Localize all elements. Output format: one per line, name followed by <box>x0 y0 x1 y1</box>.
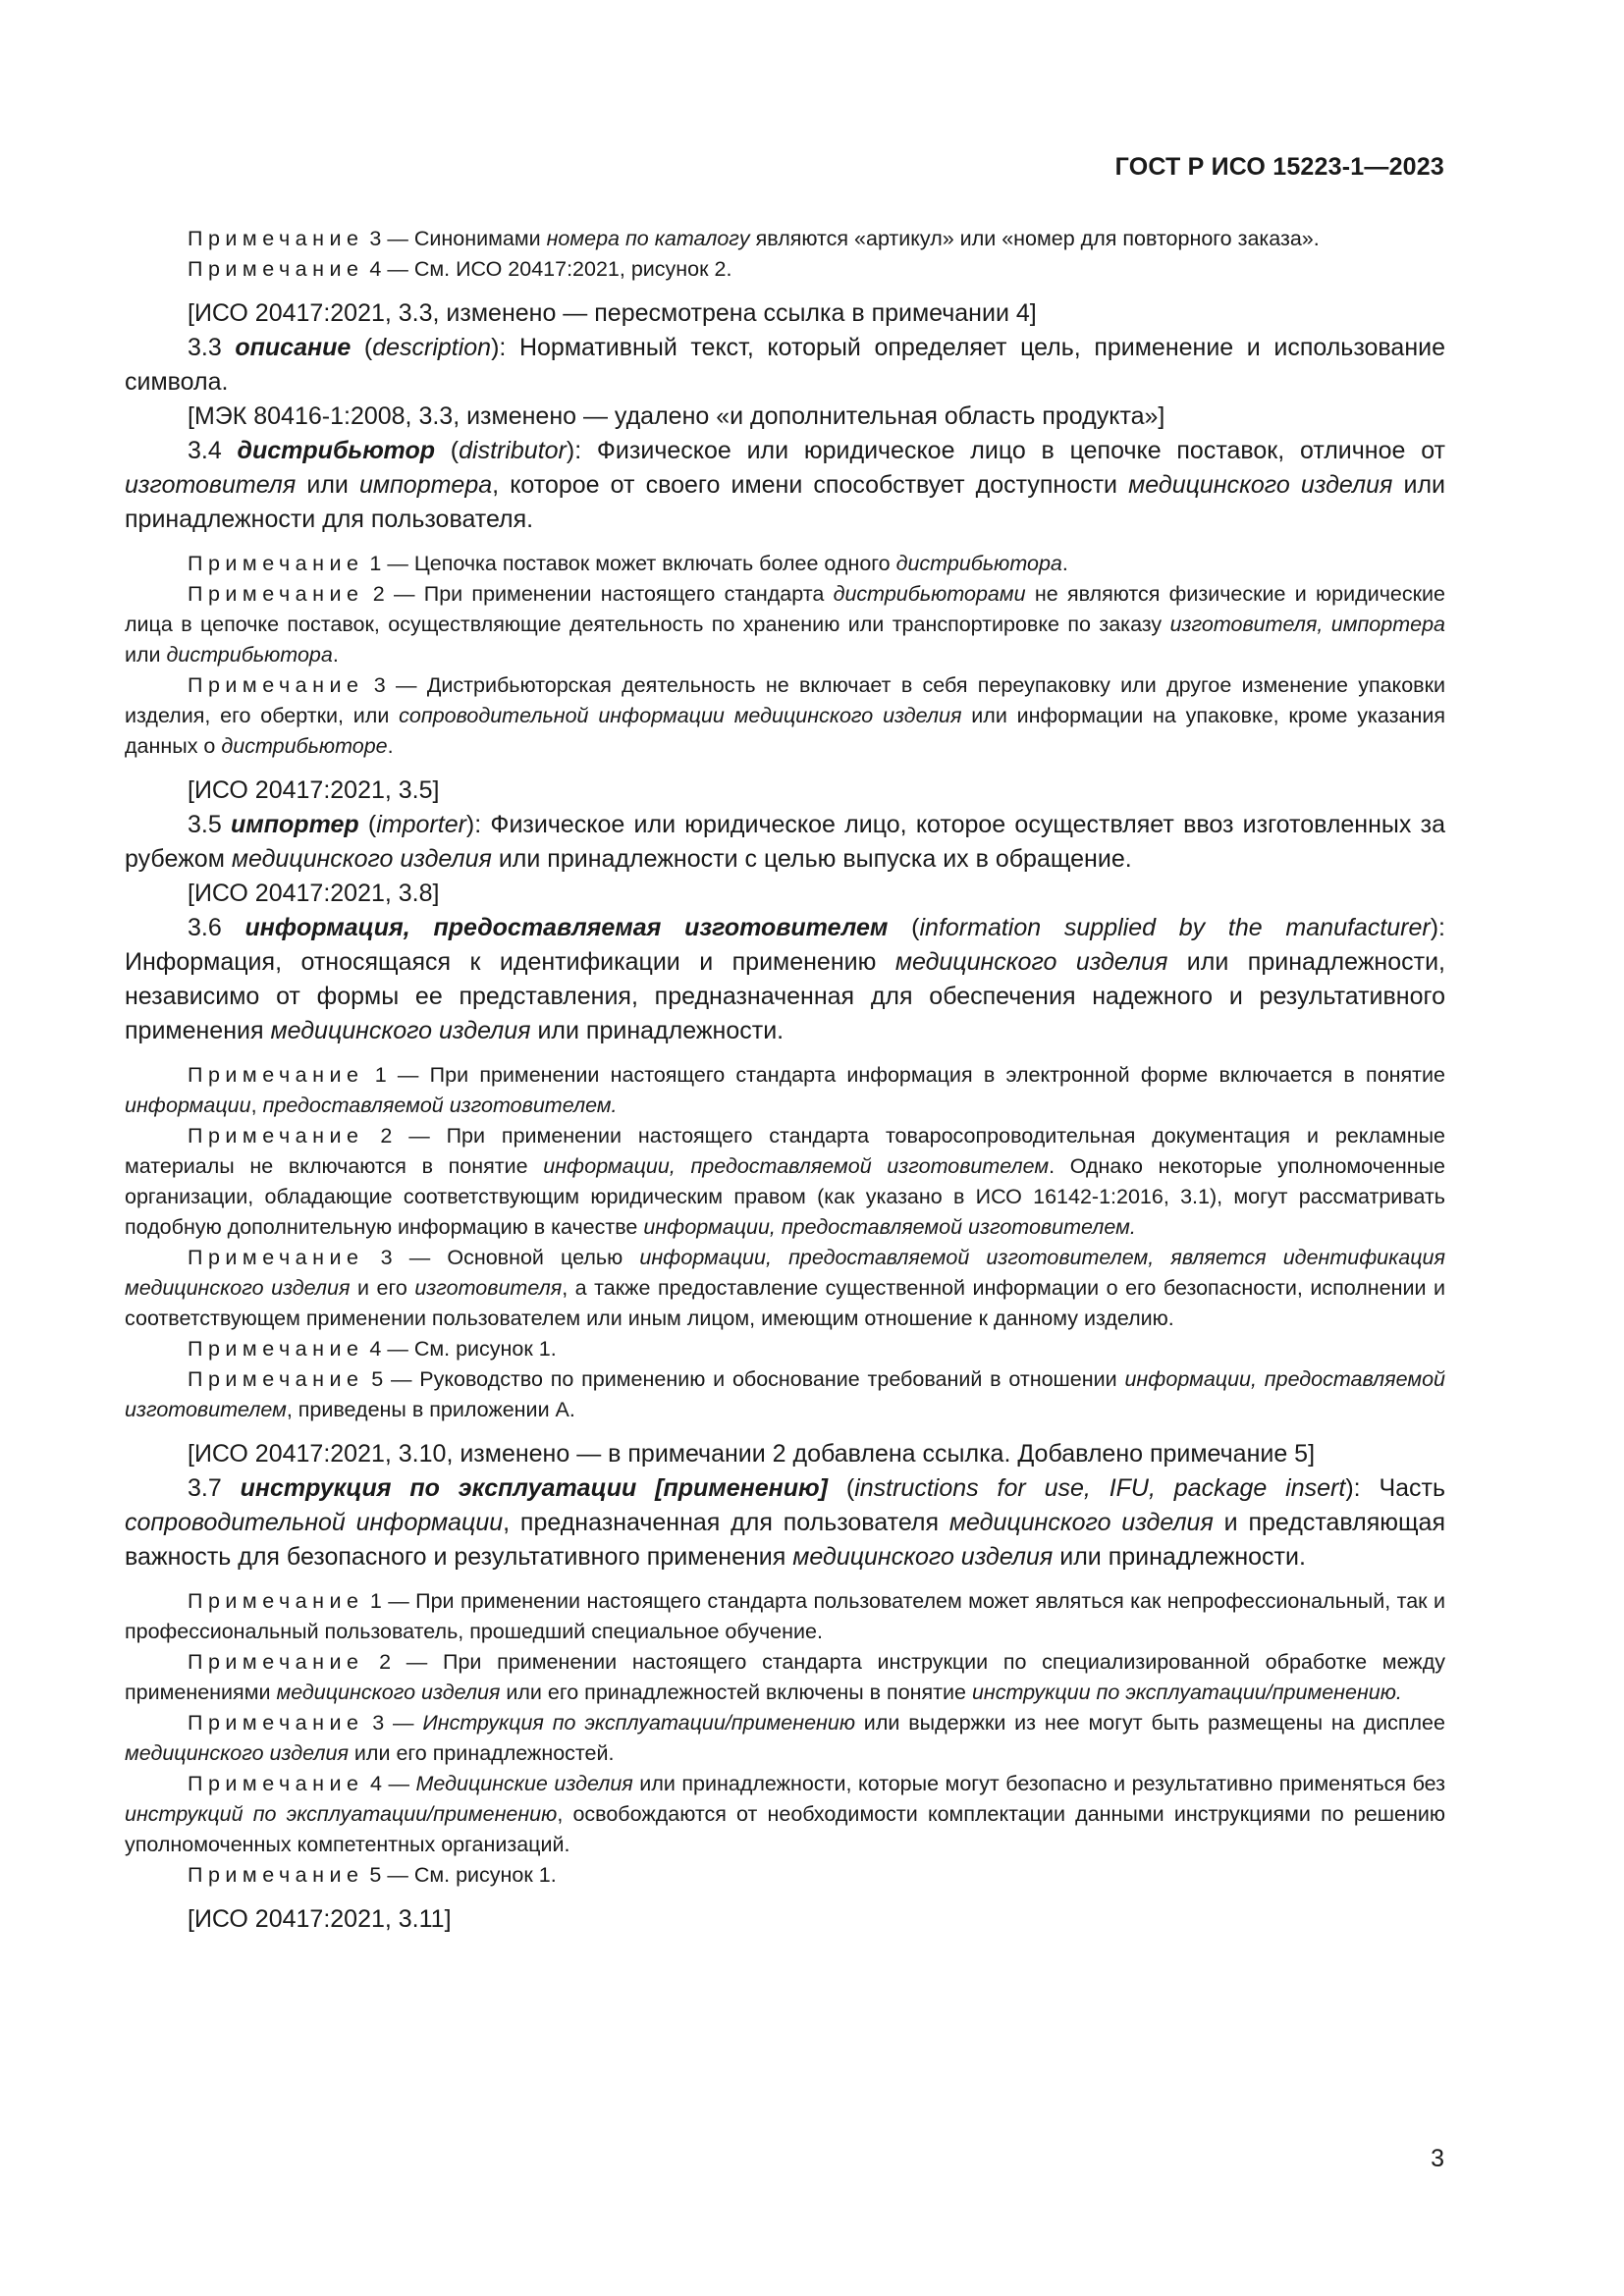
note-paragraph <box>125 1334 1445 1364</box>
text-run: или принадлежности, независимо от формы ее представления, предназначенная для обеспечения надежного и результативного применения <box>125 948 1445 1044</box>
note-label: Примечание <box>188 1124 364 1148</box>
text-run: . Однако некоторые уполномоченные организации, обладающие соответствующим юридическим правом (как указано в ИСО 16142-1:2016, 3.1), могут рассматривать подобную дополнительную информацию в качестве <box>125 1154 1445 1239</box>
text-run: или <box>125 643 167 667</box>
text-run: ( <box>435 437 460 464</box>
text-run: , приведены в приложении А. <box>286 1398 575 1421</box>
text-run: ): Информация, относящаяся к идентификации и применению <box>125 914 1446 976</box>
defined-term: информация, предоставляемая изготовителем <box>244 914 889 941</box>
text-run: . <box>332 643 339 667</box>
italic-text: сопроводительной информации медицинского изделия <box>399 704 962 727</box>
text-run: или информации на упаковке, кроме указания данных о <box>125 704 1445 758</box>
defined-term: импортер <box>231 811 359 838</box>
italic-text: медицинского изделия <box>270 1017 531 1044</box>
note-label: Примечание <box>188 1337 364 1361</box>
italic-text: медицинского изделия <box>792 1543 1054 1571</box>
text-run: ): Физическое или юридическое лицо, которое осуществляет ввоз изготовленных за рубежом <box>125 811 1445 873</box>
italic-text: изготовителя, импортера <box>1169 613 1446 636</box>
text-run: 4 — См. рисунок 1. <box>363 1337 557 1361</box>
body-paragraph <box>125 331 1445 400</box>
note-paragraph <box>125 1121 1445 1243</box>
text-run: и его <box>350 1276 415 1300</box>
text-run: не являются физические и юридические лица в цепочке поставок, осуществляющие деятельность по хранению или транспортировке по заказу <box>125 582 1445 636</box>
text-run: [ИСО 20417:2021, 3.10, изменено — в примечании 2 добавлена ссылка. Добавлено примечание 5] <box>188 1440 1316 1468</box>
italic-text: importer <box>376 811 466 838</box>
note-label: Примечание <box>188 552 364 575</box>
note-label: Примечание <box>188 1650 364 1674</box>
italic-text: информации, предоставляемой изготовителем <box>125 1367 1445 1421</box>
text-run: , <box>250 1094 263 1117</box>
text-run: 1 — При применении настоящего стандарта пользователем может являться как непрофессиональный, так и профессиональный пользователь, прошедший специальное обучение. <box>125 1589 1445 1643</box>
text-run: 3 — Синонимами <box>363 227 547 250</box>
text-run: [МЭК 80416-1:2008, 3.3, изменено — удалено «и дополнительная область продукта»] <box>188 402 1165 430</box>
text-run: 3.7 <box>188 1474 241 1502</box>
text-run: 3.5 <box>188 811 231 838</box>
body-paragraph <box>125 774 1445 808</box>
text-run: или <box>296 471 359 499</box>
text-run: 5 — Руководство по применению и обоснование требований в отношении <box>363 1367 1125 1391</box>
italic-text: дистрибьютора <box>895 552 1062 575</box>
text-run: [ИСО 20417:2021, 3.5] <box>188 776 440 804</box>
italic-text: номера по каталогу <box>546 227 750 250</box>
text-run: , освобождаются от необходимости комплектации данными инструкциями по решению уполномоченных компетентных организаций. <box>125 1802 1445 1856</box>
body-paragraph <box>125 877 1445 911</box>
note-label: Примечание <box>188 227 364 250</box>
italic-text: импортера <box>358 471 493 499</box>
text-run: 3.4 <box>188 437 238 464</box>
note-paragraph <box>125 1708 1445 1769</box>
text-run: 1 — При применении настоящего стандарта информация в электронной форме включается в понятие <box>363 1063 1445 1087</box>
note-label: Примечание <box>188 1246 364 1269</box>
text-run: 4 — См. ИСО 20417:2021, рисунок 2. <box>363 257 732 281</box>
text-run: 3 — <box>363 1711 423 1735</box>
text-run: [ИСО 20417:2021, 3.3, изменено — пересмотрена ссылка в примечании 4] <box>188 299 1037 327</box>
note-label: Примечание <box>188 673 364 697</box>
italic-text: медицинского изделия <box>276 1681 501 1704</box>
italic-text: медицинского изделия <box>125 1741 349 1765</box>
block-gap <box>125 537 1445 549</box>
italic-text: инструкции по эксплуатации/применению. <box>971 1681 1402 1704</box>
note-label: Примечание <box>188 1711 364 1735</box>
note-paragraph <box>125 1769 1445 1860</box>
note-paragraph <box>125 1586 1445 1647</box>
italic-text: distributor <box>459 437 567 464</box>
italic-text: информации, предоставляемой изготовителем, является идентификация медицинского изделия <box>125 1246 1445 1300</box>
standard-header: ГОСТ Р ИСО 15223-1—2023 <box>1114 153 1444 181</box>
note-label: Примечание <box>188 1367 364 1391</box>
text-run: или его принадлежностей включены в понятие <box>500 1681 972 1704</box>
note-label: Примечание <box>188 582 364 606</box>
note-paragraph <box>125 579 1445 670</box>
italic-text: сопроводительной информации <box>125 1509 504 1536</box>
block-gap <box>125 1575 1445 1586</box>
note-label: Примечание <box>188 1589 364 1613</box>
text-run: ): Нормативный текст, который определяет цель, применение и использование символа. <box>125 334 1445 396</box>
note-label: Примечание <box>188 1772 364 1795</box>
text-run: и представляющая важность для безопасного и результативного применения <box>125 1509 1445 1571</box>
document-body <box>125 224 1445 1937</box>
italic-text: Медицинские изделия <box>415 1772 633 1795</box>
note-paragraph <box>125 670 1445 762</box>
text-run: ( <box>351 334 373 361</box>
text-run: 4 — <box>363 1772 416 1795</box>
text-run: . <box>387 734 394 758</box>
body-paragraph <box>125 400 1445 434</box>
text-run: 1 — Цепочка поставок может включать более одного <box>363 552 896 575</box>
text-run: ): Часть <box>1345 1474 1445 1502</box>
text-run: 2 — При применении настоящего стандарта товаросопроводительная документация и рекламные материалы не включаются в понятие <box>125 1124 1445 1178</box>
text-run: или принадлежности для пользователя. <box>125 471 1445 533</box>
text-run: 5 — См. рисунок 1. <box>363 1863 557 1887</box>
note-paragraph <box>125 1647 1445 1708</box>
italic-text: предоставляемой изготовителем. <box>262 1094 618 1117</box>
body-paragraph <box>125 911 1445 1048</box>
block-gap <box>125 1048 1445 1060</box>
note-label: Примечание <box>188 1063 364 1087</box>
defined-term: инструкция по эксплуатации [применению] <box>240 1474 828 1502</box>
text-run: ( <box>888 914 920 941</box>
italic-text: медицинского изделия <box>948 1509 1214 1536</box>
text-run: 2 — При применении настоящего стандарта инструкции по специализированной обработке между применениями <box>125 1650 1445 1704</box>
block-gap <box>125 762 1445 774</box>
italic-text: дистрибьюторами <box>833 582 1026 606</box>
body-paragraph <box>125 296 1445 331</box>
italic-text: информации <box>125 1094 251 1117</box>
italic-text: инструкций по эксплуатации/применению <box>125 1802 558 1826</box>
note-paragraph <box>125 549 1445 579</box>
note-paragraph <box>125 1060 1445 1121</box>
note-paragraph <box>125 224 1445 254</box>
italic-text: изготовителя <box>125 471 297 499</box>
note-paragraph <box>125 1860 1445 1891</box>
text-run: 3.6 <box>188 914 245 941</box>
italic-text: медицинского изделия <box>894 948 1168 976</box>
text-run: 2 — При применении настоящего стандарта <box>363 582 834 606</box>
text-run: или принадлежности с целью выпуска их в обращение. <box>491 845 1132 873</box>
text-run: [ИСО 20417:2021, 3.8] <box>188 880 440 907</box>
note-label: Примечание <box>188 1863 364 1887</box>
italic-text: изготовителя <box>414 1276 563 1300</box>
italic-text: information supplied by the manufacturer <box>919 914 1431 941</box>
text-run: . <box>1061 552 1068 575</box>
text-run: , а также предоставление существенной информации о его безопасности, исполнении и соответствующем применении пользователем или иным лицом, имеющим отношение к данному изделию. <box>125 1276 1446 1330</box>
note-paragraph <box>125 254 1445 285</box>
italic-text: информации, предоставляемой изготовителем. <box>643 1215 1136 1239</box>
body-paragraph <box>125 1471 1445 1575</box>
italic-text: instructions for use, IFU, package insert <box>854 1474 1346 1502</box>
text-run: 3.3 <box>188 334 236 361</box>
text-run: являются «артикул» или «номер для повторного заказа». <box>749 227 1320 250</box>
text-run: [ИСО 20417:2021, 3.11] <box>188 1905 452 1933</box>
text-run: , предназначенная для пользователя <box>503 1509 949 1536</box>
body-paragraph <box>125 1437 1445 1471</box>
body-paragraph <box>125 434 1445 537</box>
text-run: или выдержки из нее могут быть размещены на дисплее <box>854 1711 1445 1735</box>
text-run: ): Физическое или юридическое лицо в цепочке поставок, отличное от <box>566 437 1445 464</box>
note-paragraph <box>125 1243 1445 1334</box>
italic-text: дистрибьюторе <box>221 734 388 758</box>
text-run: 3 — Дистрибьюторская деятельность не включает в себя переупаковку или другое изменение упаковки изделия, его обертки, или <box>125 673 1445 727</box>
italic-text: информации, предоставляемой изготовителем <box>543 1154 1050 1178</box>
text-run: или принадлежности. <box>1053 1543 1306 1571</box>
text-run: или принадлежности, которые могут безопасно и результативно применяться без <box>632 1772 1445 1795</box>
defined-term: описание <box>235 334 352 361</box>
defined-term: дистрибьютор <box>237 437 435 464</box>
italic-text: медицинского изделия <box>1128 471 1393 499</box>
block-gap <box>125 1891 1445 1902</box>
italic-text: Инструкция по эксплуатации/применению <box>422 1711 855 1735</box>
text-run: ( <box>828 1474 855 1502</box>
body-paragraph <box>125 808 1445 877</box>
block-gap <box>125 285 1445 296</box>
italic-text: медицинского изделия <box>231 845 492 873</box>
note-label: Примечание <box>188 257 364 281</box>
italic-text: дистрибьютора <box>166 643 333 667</box>
page-number: 3 <box>1431 2145 1444 2172</box>
note-paragraph <box>125 1364 1445 1425</box>
text-run: ( <box>358 811 377 838</box>
text-run: или его принадлежностей. <box>348 1741 615 1765</box>
body-paragraph <box>125 1902 1445 1937</box>
block-gap <box>125 1425 1445 1437</box>
text-run: или принадлежности. <box>530 1017 785 1044</box>
italic-text: description <box>372 334 492 361</box>
text-run: , которое от своего имени способствует доступности <box>492 471 1129 499</box>
text-run: 3 — Основной целью <box>363 1246 640 1269</box>
